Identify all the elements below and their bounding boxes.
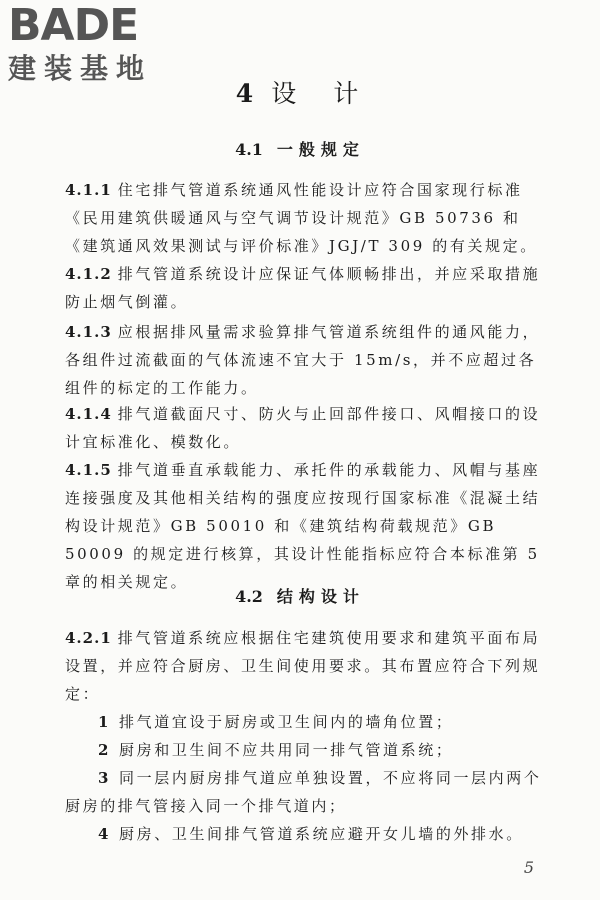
item-text: 厨房和卫生间不应共用同一排气管道系统；	[119, 741, 454, 759]
item-number: 4	[98, 825, 112, 843]
list-item	[65, 736, 543, 764]
clause-number: 4.2.1	[65, 629, 112, 647]
section-number: 4.2	[235, 587, 263, 606]
item-number: 1	[98, 713, 112, 731]
chapter-title-text: 设 计	[271, 79, 365, 108]
clause-text: 住宅排气管道系统通风性能设计应符合国家现行标准《民用建筑供暖通风与空气调节设计规范》GB 50736 和《建筑通风效果测试与评价标准》JGJ/T 309 的有关规定。	[65, 181, 538, 255]
item-number: 3	[98, 769, 112, 787]
section-number: 4.1	[235, 140, 263, 159]
clause-number: 4.1.3	[65, 323, 112, 341]
section-heading-4-1	[0, 137, 600, 160]
chapter-title	[0, 74, 600, 110]
clause-4-1-2	[65, 260, 543, 316]
list-item	[65, 820, 543, 848]
clause-4-1-1	[65, 176, 543, 260]
list-item	[65, 708, 543, 736]
list-item	[65, 764, 543, 820]
clause-number: 4.1.5	[65, 461, 112, 479]
clause-number: 4.1.1	[65, 181, 112, 199]
clause-number: 4.1.2	[65, 265, 112, 283]
clause-number: 4.1.4	[65, 405, 112, 423]
section-title: 一般规定	[276, 140, 365, 159]
item-number: 2	[98, 741, 112, 759]
clause-4-1-5	[65, 456, 543, 596]
item-text: 厨房、卫生间排气管道系统应避开女儿墙的外排水。	[119, 825, 524, 843]
chapter-number: 4	[235, 79, 260, 108]
clause-text: 排气道垂直承载能力、承托件的承载能力、风帽与基座连接强度及其他相关结构的强度应按现行国家标准《混凝土结构设计规范》GB 50010 和《建筑结构荷载规范》GB 50009 的规定进行核算，其设计性能指标应符合本标准第 5 章的相关规定。	[65, 461, 541, 591]
item-text: 同一层内厨房排气道应单独设置，不应将同一层内两个厨房的排气管接入同一个排气道内；	[65, 769, 542, 815]
logo-chinese-name: 建装基地	[8, 52, 153, 85]
page-number: 5	[523, 858, 534, 877]
item-text: 排气道宜设于厨房或卫生间内的墙角位置；	[119, 713, 454, 731]
clause-text: 应根据排风量需求验算排气管道系统组件的通风能力，各组件过流截面的气体流速不宜大于 15m/s，并不应超过各组件的标定的工作能力。	[65, 323, 541, 397]
clause-text: 排气管道系统设计应保证气体顺畅排出，并应采取措施防止烟气倒灌。	[65, 265, 541, 311]
section-heading-4-2	[0, 584, 600, 607]
clause-text: 排气管道系统应根据住宅建筑使用要求和建筑平面布局设置，并应符合厨房、卫生间使用要求。其布置应符合下列规定：	[65, 629, 541, 703]
logo-wordmark: BADE	[8, 0, 139, 51]
clause-4-1-4	[65, 400, 543, 456]
clause-text: 排气道截面尺寸、防火与止回部件接口、风帽接口的设计宜标准化、模数化。	[65, 405, 541, 451]
clause-4-1-3	[65, 318, 543, 402]
clause-4-2-1	[65, 624, 543, 708]
section-title: 结构设计	[276, 587, 365, 606]
